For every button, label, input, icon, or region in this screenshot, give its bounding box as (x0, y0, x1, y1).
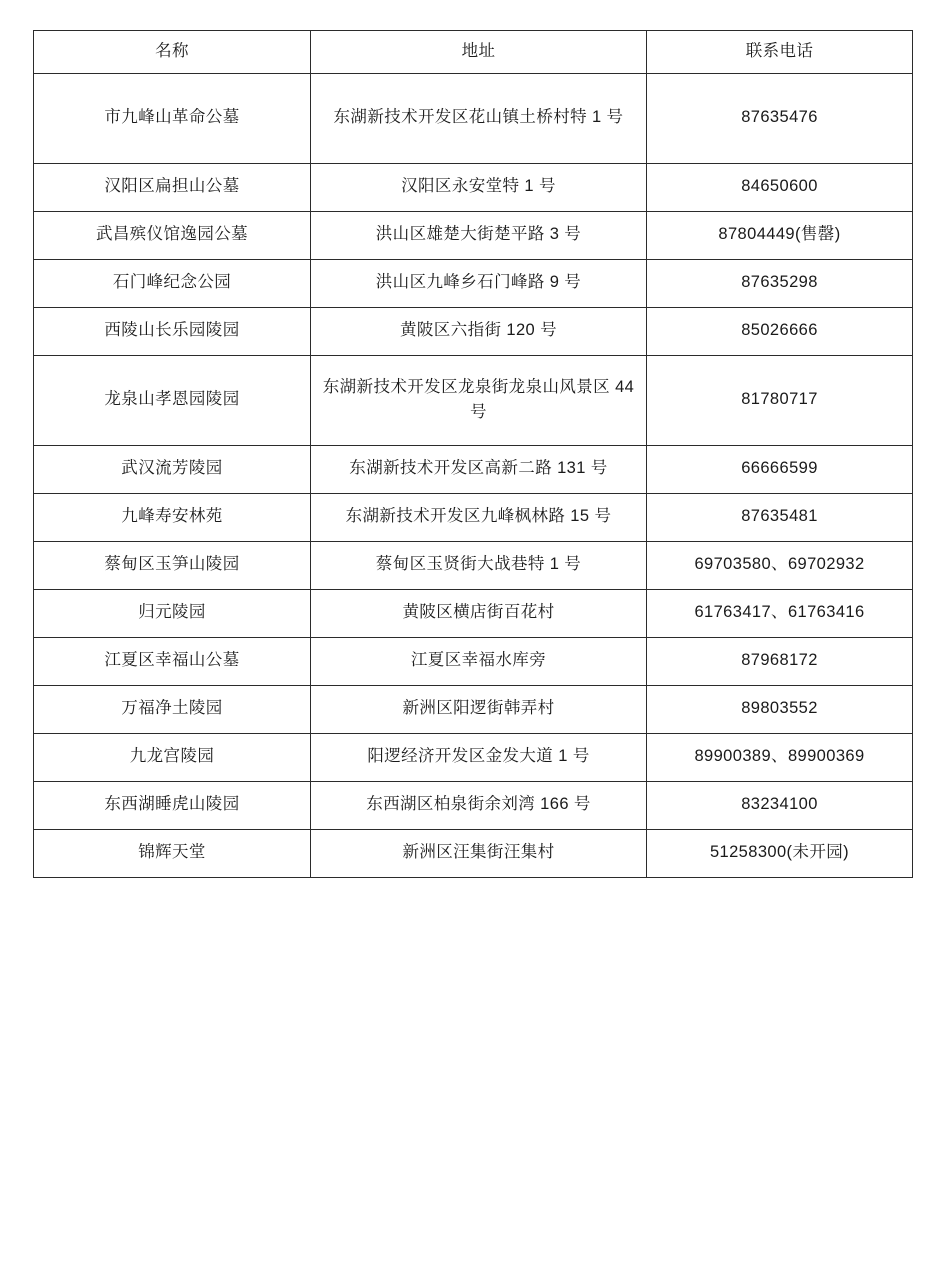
cell-address: 东湖新技术开发区九峰枫林路 15 号 (311, 493, 647, 541)
cell-address: 东湖新技术开发区花山镇土桥村特 1 号 (311, 73, 647, 163)
cell-name: 九峰寿安林苑 (34, 493, 311, 541)
cell-address: 阳逻经济开发区金发大道 1 号 (311, 733, 647, 781)
cell-name: 武汉流芳陵园 (34, 445, 311, 493)
table-row (34, 829, 913, 877)
table-row (34, 589, 913, 637)
table-header-row (34, 31, 913, 74)
cell-phone: 85026666 (647, 307, 913, 355)
cell-phone: 87635298 (647, 259, 913, 307)
table-row (34, 163, 913, 211)
cell-address: 洪山区九峰乡石门峰路 9 号 (311, 259, 647, 307)
cell-phone: 89900389、89900369 (647, 733, 913, 781)
table-row (34, 307, 913, 355)
cell-phone: 87635476 (647, 73, 913, 163)
cell-phone: 83234100 (647, 781, 913, 829)
table-row (34, 211, 913, 259)
cell-name: 汉阳区扁担山公墓 (34, 163, 311, 211)
cell-phone: 81780717 (647, 355, 913, 445)
cell-phone: 69703580、69702932 (647, 541, 913, 589)
cell-name: 武昌殡仪馆逸园公墓 (34, 211, 311, 259)
cell-phone: 84650600 (647, 163, 913, 211)
cell-address: 洪山区雄楚大街楚平路 3 号 (311, 211, 647, 259)
column-header-name: 名称 (34, 31, 311, 74)
cell-name: 市九峰山革命公墓 (34, 73, 311, 163)
cell-phone: 87635481 (647, 493, 913, 541)
cell-phone: 61763417、61763416 (647, 589, 913, 637)
cell-name: 龙泉山孝恩园陵园 (34, 355, 311, 445)
cell-name: 西陵山长乐园陵园 (34, 307, 311, 355)
table-row (34, 493, 913, 541)
cell-address: 汉阳区永安堂特 1 号 (311, 163, 647, 211)
cell-name: 蔡甸区玉笋山陵园 (34, 541, 311, 589)
cell-address: 东湖新技术开发区高新二路 131 号 (311, 445, 647, 493)
table-header (34, 31, 913, 74)
cell-phone: 51258300(未开园) (647, 829, 913, 877)
cell-phone: 89803552 (647, 685, 913, 733)
table-row (34, 355, 913, 445)
cell-phone: 87968172 (647, 637, 913, 685)
cell-address: 江夏区幸福水库旁 (311, 637, 647, 685)
cell-address: 新洲区阳逻街韩弄村 (311, 685, 647, 733)
table-row (34, 259, 913, 307)
cemetery-table (33, 30, 913, 878)
table-row (34, 445, 913, 493)
cell-name: 东西湖睡虎山陵园 (34, 781, 311, 829)
cell-name: 锦辉天堂 (34, 829, 311, 877)
cell-name: 石门峰纪念公园 (34, 259, 311, 307)
cell-address: 黄陂区六指街 120 号 (311, 307, 647, 355)
cell-name: 归元陵园 (34, 589, 311, 637)
cell-phone: 66666599 (647, 445, 913, 493)
table-row (34, 637, 913, 685)
table-body (34, 73, 913, 877)
column-header-address: 地址 (311, 31, 647, 74)
cell-name: 万福净土陵园 (34, 685, 311, 733)
cell-address: 东湖新技术开发区龙泉街龙泉山风景区 44 号 (311, 355, 647, 445)
cell-name: 江夏区幸福山公墓 (34, 637, 311, 685)
table-row (34, 733, 913, 781)
cell-phone: 87804449(售罄) (647, 211, 913, 259)
cell-address: 东西湖区柏泉街余刘湾 166 号 (311, 781, 647, 829)
table-row (34, 73, 913, 163)
column-header-phone: 联系电话 (647, 31, 913, 74)
cell-name: 九龙宫陵园 (34, 733, 311, 781)
table-row (34, 541, 913, 589)
cell-address: 新洲区汪集街汪集村 (311, 829, 647, 877)
cell-address: 黄陂区横店街百花村 (311, 589, 647, 637)
cell-address: 蔡甸区玉贤街大战巷特 1 号 (311, 541, 647, 589)
table-row (34, 781, 913, 829)
table-row (34, 685, 913, 733)
